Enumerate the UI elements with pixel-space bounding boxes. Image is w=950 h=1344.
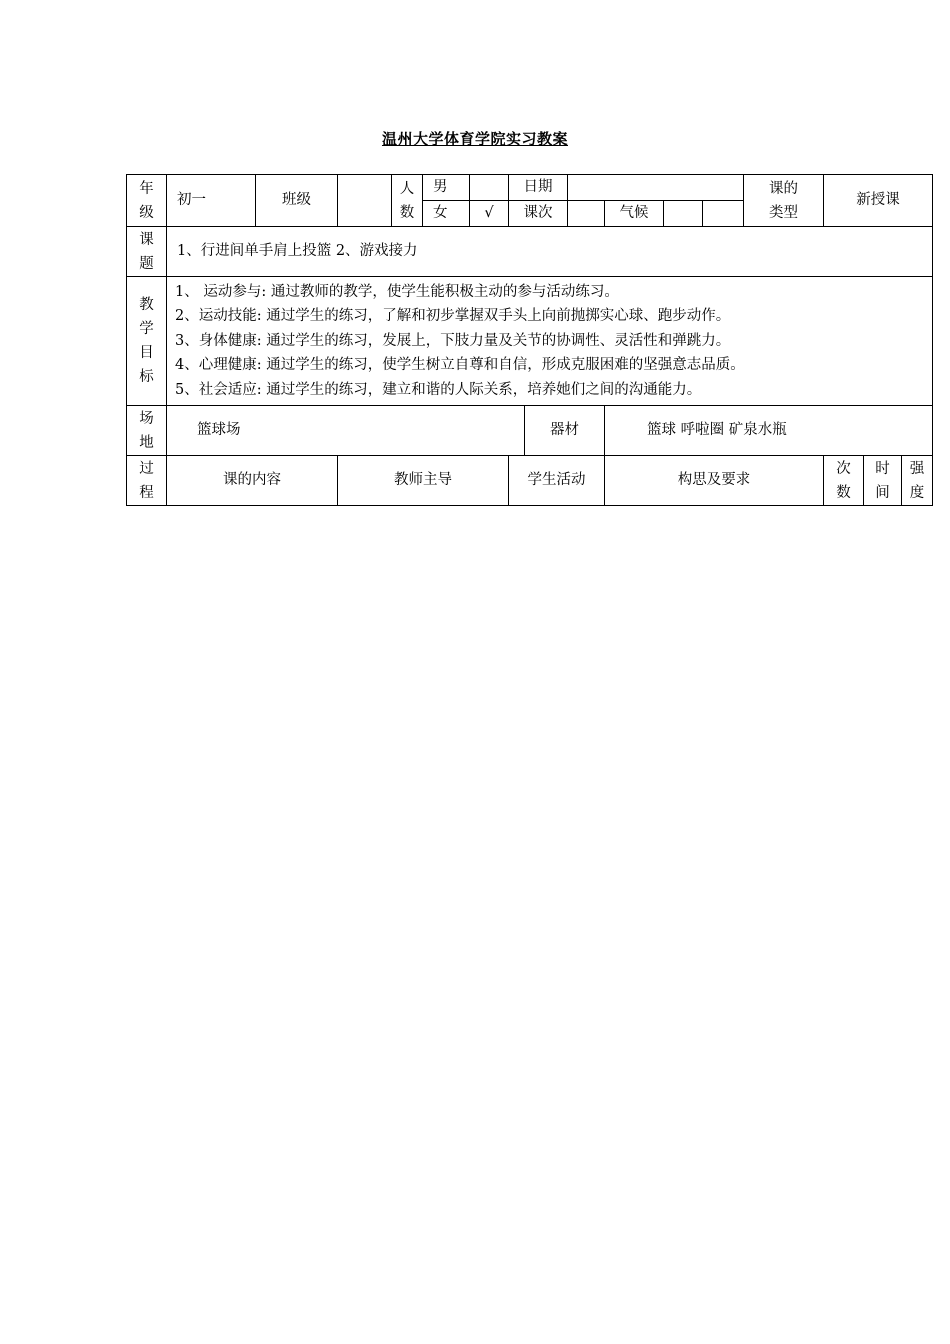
objective-item: 4、心理健康: 通过学生的练习，使学生树立自尊和自信，形成克服困难的坚强意志品质。 — [175, 357, 745, 374]
teacher-header: 教师主导 — [338, 456, 509, 506]
equipment-label: 器材 — [525, 406, 605, 456]
venue-value: 篮球场 — [167, 406, 525, 456]
time-header: 时 间 — [864, 456, 902, 506]
intensity-header: 强 度 — [902, 456, 933, 506]
grade-value: 初一 — [167, 175, 256, 227]
weather-label: 气候 — [605, 201, 664, 227]
objective-item: 5、社会适应: 通过学生的练习，建立和谐的人际关系，培养她们之间的沟通能力。 — [175, 381, 702, 398]
male-value — [470, 175, 509, 201]
objectives-list — [167, 277, 933, 406]
objective-item: 3、身体健康: 通过学生的练习，发展上，下肢力量及关节的协调性、灵活性和弹跳力。 — [175, 332, 731, 349]
process-label: 过 程 — [127, 456, 167, 506]
topic-label: 课 题 — [127, 227, 167, 277]
equipment-value: 篮球 呼啦圈 矿泉水瓶 — [605, 406, 933, 456]
female-label: 女 — [423, 201, 470, 227]
content-header: 课的内容 — [167, 456, 338, 506]
objectives-label: 教 学 目 标 — [127, 277, 167, 406]
grade-label: 年 级 — [127, 175, 167, 227]
class-label: 班级 — [256, 175, 338, 227]
session-value — [568, 201, 605, 227]
date-value — [568, 175, 744, 201]
lesson-type-value: 新授课 — [824, 175, 933, 227]
student-header: 学生活动 — [509, 456, 605, 506]
female-value: √ — [470, 201, 509, 227]
objective-item: 2、运动技能: 通过学生的练习，了解和初步掌握双手头上向前抛掷实心球、跑步动作。 — [175, 308, 731, 325]
session-label: 课次 — [509, 201, 568, 227]
count-label: 人 数 — [392, 175, 423, 227]
lesson-plan-table — [126, 174, 933, 506]
design-header: 构思及要求 — [605, 456, 824, 506]
objective-item: 1、 运动参与: 通过教师的教学，使学生能积极主动的参与活动练习。 — [175, 284, 619, 300]
date-label: 日期 — [509, 175, 568, 201]
page-title: 温州大学体育学院实习教案 — [381, 130, 568, 148]
venue-label: 场 地 — [127, 406, 167, 456]
lesson-type-label: 课的 类型 — [744, 175, 824, 227]
count-header: 次 数 — [824, 456, 864, 506]
weather-value — [664, 201, 703, 227]
class-value — [338, 175, 392, 227]
male-label: 男 — [423, 175, 470, 201]
topic-value: 1、行进间单手肩上投篮 2、游戏接力 — [167, 227, 933, 277]
